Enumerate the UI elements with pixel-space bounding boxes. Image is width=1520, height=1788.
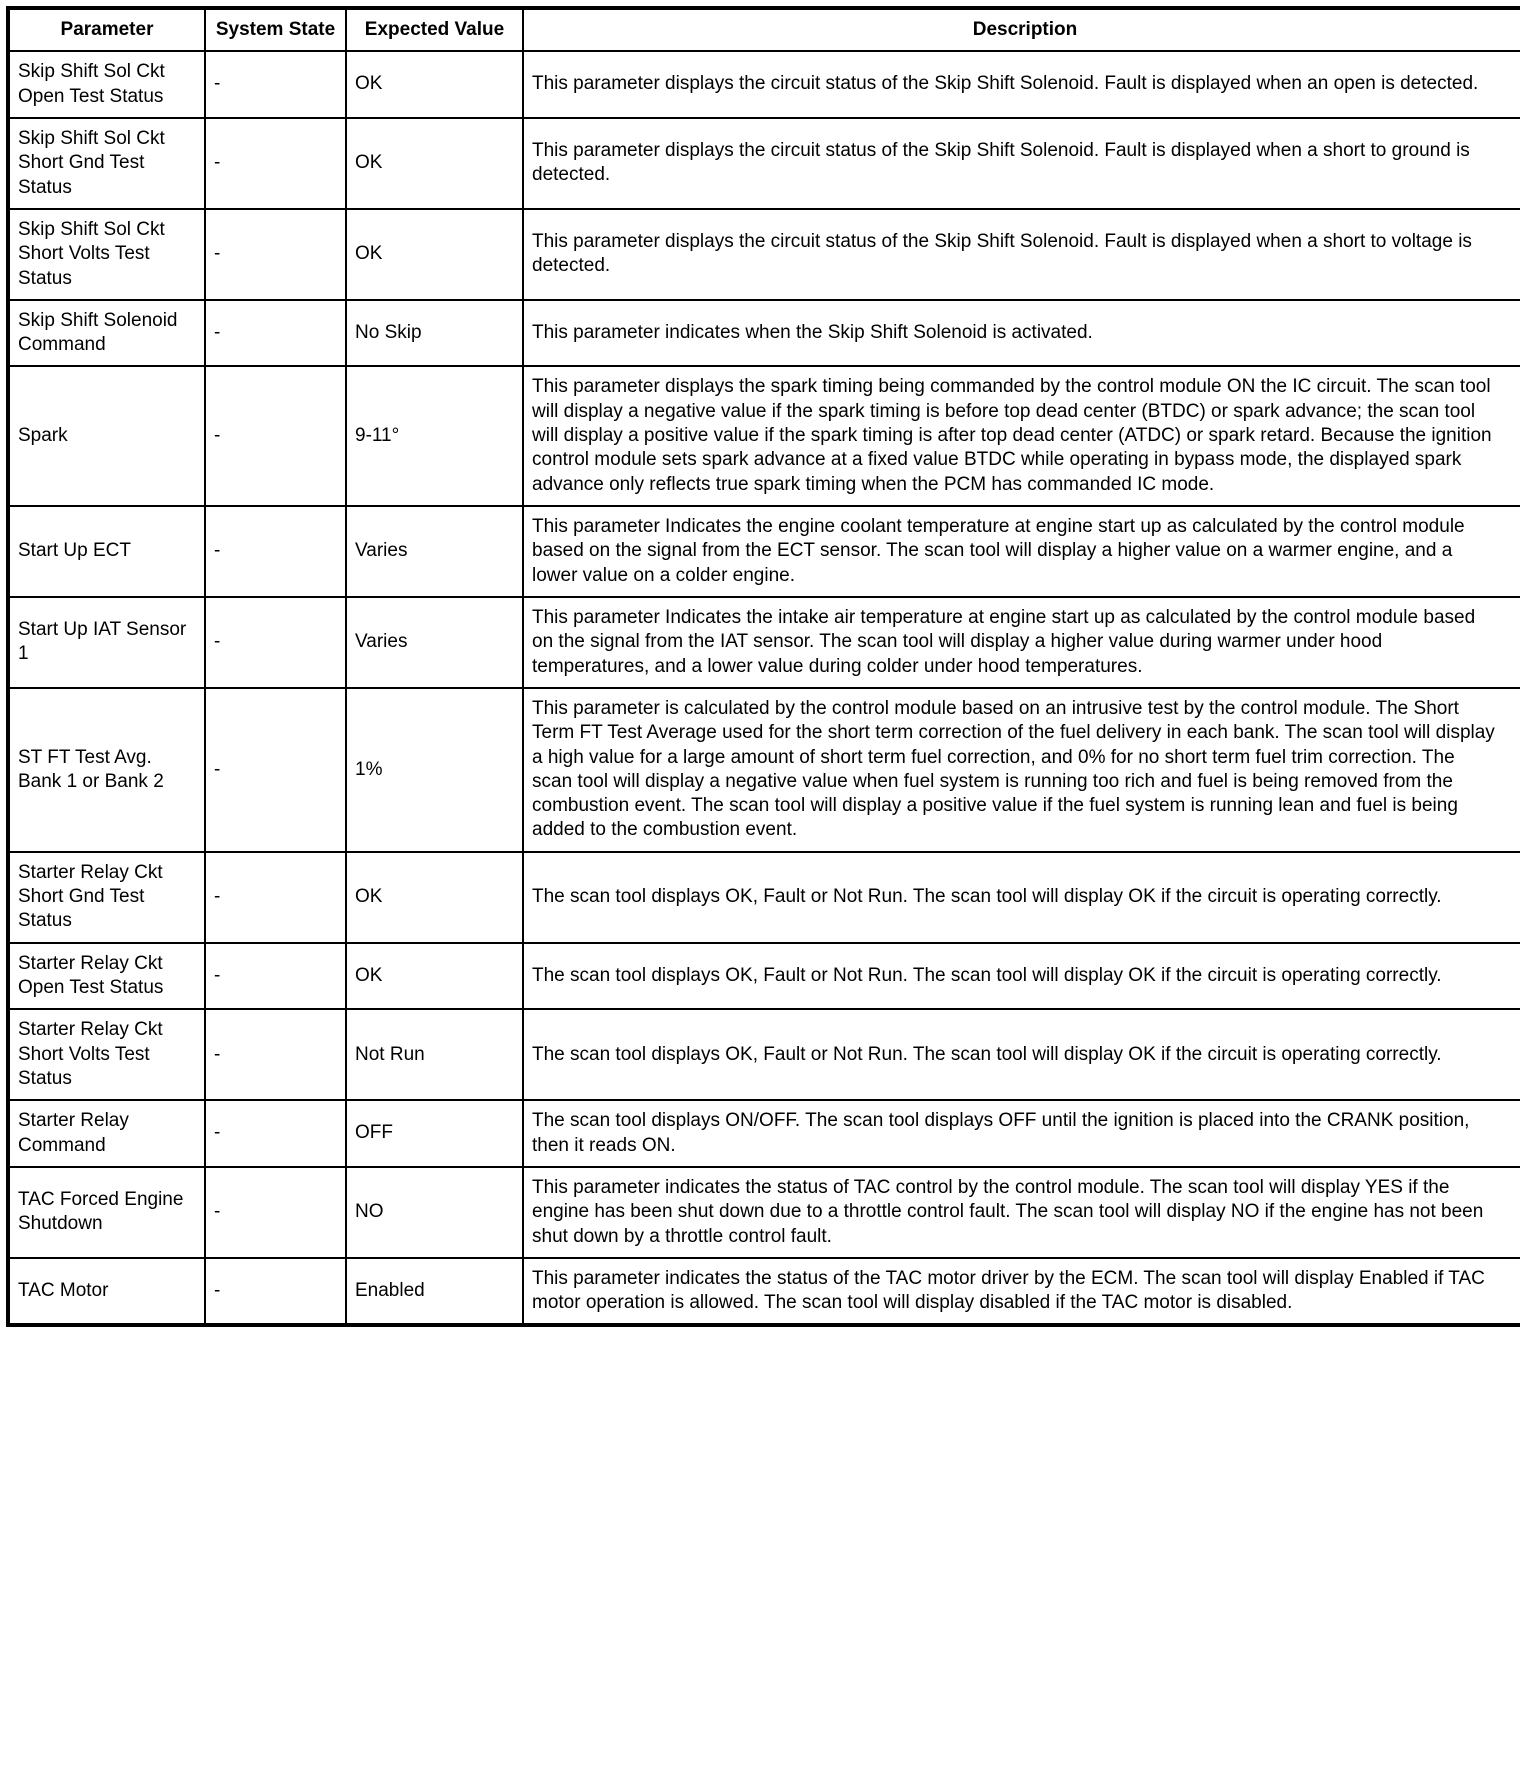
description-cell: This parameter indicates the status of TAC control by the control module. The scan tool will display YES if the engine has been shut down due to a throttle control fault. The scan tool will display NO if the engine has not been shut down by a throttle control fault. bbox=[523, 1167, 1520, 1258]
table-row bbox=[8, 1009, 1520, 1100]
description-cell: This parameter displays the spark timing being commanded by the control module ON the IC circuit. The scan tool will display a negative value if the spark timing is before top dead center (BTDC) or spark advance; the scan tool will display a positive value if the spark timing is after top dead center (ATDC) or spark retard. Because the ignition control module sets spark advance at a fixed value BTDC while operating in bypass mode, the displayed spark advance only reflects true spark timing when the PCM has commanded IC mode. bbox=[523, 366, 1520, 506]
system-state-cell: - bbox=[205, 1258, 346, 1326]
system-state-cell: - bbox=[205, 300, 346, 367]
expected-value-cell: OK bbox=[346, 51, 523, 118]
description-cell: The scan tool displays OK, Fault or Not Run. The scan tool will display OK if the circuit is operating correctly. bbox=[523, 1009, 1520, 1100]
header-parameter: Parameter bbox=[8, 8, 205, 51]
system-state-cell: - bbox=[205, 118, 346, 209]
table-header-row bbox=[8, 8, 1520, 51]
table-row bbox=[8, 51, 1520, 118]
system-state-cell: - bbox=[205, 506, 346, 597]
expected-value-cell: OK bbox=[346, 852, 523, 943]
system-state-cell: - bbox=[205, 1009, 346, 1100]
header-expected-value: Expected Value bbox=[346, 8, 523, 51]
description-cell: This parameter Indicates the engine coolant temperature at engine start up as calculated by the control module based on the signal from the ECT sensor. The scan tool will display a higher value on a warmer engine, and a lower value on a colder engine. bbox=[523, 506, 1520, 597]
table-row bbox=[8, 943, 1520, 1010]
parameter-cell: Starter Relay Ckt Short Volts Test Status bbox=[8, 1009, 205, 1100]
expected-value-cell: Varies bbox=[346, 506, 523, 597]
parameter-cell: Skip Shift Sol Ckt Short Volts Test Status bbox=[8, 209, 205, 300]
table-row bbox=[8, 118, 1520, 209]
table-row bbox=[8, 688, 1520, 852]
expected-value-cell: Not Run bbox=[346, 1009, 523, 1100]
expected-value-cell: OFF bbox=[346, 1100, 523, 1167]
parameter-cell: Skip Shift Sol Ckt Short Gnd Test Status bbox=[8, 118, 205, 209]
scan-tool-data-table bbox=[6, 6, 1520, 1327]
description-cell: This parameter displays the circuit status of the Skip Shift Solenoid. Fault is displayed when a short to ground is detected. bbox=[523, 118, 1520, 209]
system-state-cell: - bbox=[205, 366, 346, 506]
table-row bbox=[8, 506, 1520, 597]
description-cell: This parameter indicates the status of the TAC motor driver by the ECM. The scan tool will display Enabled if TAC motor operation is allowed. The scan tool will display disabled if the TAC motor is disabled. bbox=[523, 1258, 1520, 1326]
parameter-cell: Starter Relay Ckt Short Gnd Test Status bbox=[8, 852, 205, 943]
description-cell: The scan tool displays ON/OFF. The scan tool displays OFF until the ignition is placed into the CRANK position, then it reads ON. bbox=[523, 1100, 1520, 1167]
description-cell: This parameter indicates when the Skip Shift Solenoid is activated. bbox=[523, 300, 1520, 367]
expected-value-cell: OK bbox=[346, 118, 523, 209]
parameter-cell: Spark bbox=[8, 366, 205, 506]
parameter-cell: TAC Motor bbox=[8, 1258, 205, 1326]
parameter-cell: Starter Relay Ckt Open Test Status bbox=[8, 943, 205, 1010]
parameter-cell: Start Up IAT Sensor 1 bbox=[8, 597, 205, 688]
expected-value-cell: No Skip bbox=[346, 300, 523, 367]
system-state-cell: - bbox=[205, 688, 346, 852]
system-state-cell: - bbox=[205, 852, 346, 943]
expected-value-cell: 9-11° bbox=[346, 366, 523, 506]
parameter-cell: Skip Shift Sol Ckt Open Test Status bbox=[8, 51, 205, 118]
table-body bbox=[8, 51, 1520, 1325]
expected-value-cell: Varies bbox=[346, 597, 523, 688]
system-state-cell: - bbox=[205, 51, 346, 118]
description-cell: The scan tool displays OK, Fault or Not Run. The scan tool will display OK if the circuit is operating correctly. bbox=[523, 943, 1520, 1010]
parameter-cell: Starter Relay Command bbox=[8, 1100, 205, 1167]
header-system-state: System State bbox=[205, 8, 346, 51]
description-cell: This parameter displays the circuit status of the Skip Shift Solenoid. Fault is displayed when a short to voltage is detected. bbox=[523, 209, 1520, 300]
system-state-cell: - bbox=[205, 1167, 346, 1258]
system-state-cell: - bbox=[205, 943, 346, 1010]
system-state-cell: - bbox=[205, 1100, 346, 1167]
table-row bbox=[8, 852, 1520, 943]
expected-value-cell: 1% bbox=[346, 688, 523, 852]
parameter-cell: Skip Shift Solenoid Command bbox=[8, 300, 205, 367]
expected-value-cell: OK bbox=[346, 943, 523, 1010]
expected-value-cell: Enabled bbox=[346, 1258, 523, 1326]
system-state-cell: - bbox=[205, 209, 346, 300]
parameter-cell: ST FT Test Avg. Bank 1 or Bank 2 bbox=[8, 688, 205, 852]
description-cell: This parameter displays the circuit status of the Skip Shift Solenoid. Fault is displayed when an open is detected. bbox=[523, 51, 1520, 118]
parameter-cell: Start Up ECT bbox=[8, 506, 205, 597]
table-row bbox=[8, 366, 1520, 506]
expected-value-cell: NO bbox=[346, 1167, 523, 1258]
header-description: Description bbox=[523, 8, 1520, 51]
table-row bbox=[8, 1167, 1520, 1258]
expected-value-cell: OK bbox=[346, 209, 523, 300]
table-row bbox=[8, 209, 1520, 300]
table-row bbox=[8, 597, 1520, 688]
parameter-cell: TAC Forced Engine Shutdown bbox=[8, 1167, 205, 1258]
table-row bbox=[8, 1100, 1520, 1167]
description-cell: The scan tool displays OK, Fault or Not Run. The scan tool will display OK if the circuit is operating correctly. bbox=[523, 852, 1520, 943]
table-row bbox=[8, 300, 1520, 367]
description-cell: This parameter is calculated by the control module based on an intrusive test by the control module. The Short Term FT Test Average used for the short term correction of the fuel delivery in each bank. The scan tool will display a high value for a large amount of short term fuel correction, and 0% for no short term fuel trim correction. The scan tool will display a negative value when fuel system is running too rich and fuel is being removed from the combustion event. The scan tool will display a positive value if the fuel system is running lean and fuel is being added to the combustion event. bbox=[523, 688, 1520, 852]
table-row bbox=[8, 1258, 1520, 1326]
system-state-cell: - bbox=[205, 597, 346, 688]
description-cell: This parameter Indicates the intake air temperature at engine start up as calculated by the control module based on the signal from the IAT sensor. The scan tool will display a higher value during warmer under hood temperatures, and a lower value during colder under hood temperatures. bbox=[523, 597, 1520, 688]
